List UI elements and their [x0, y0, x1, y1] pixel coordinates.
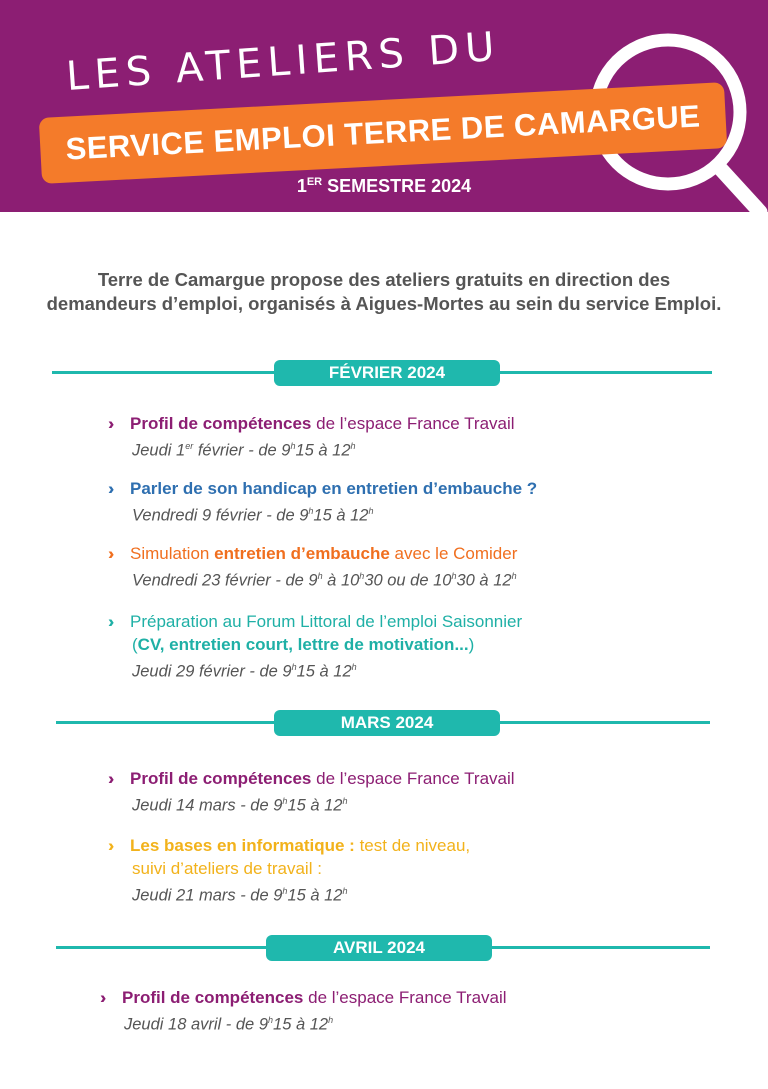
- double-chevron-icon: ››: [108, 769, 110, 788]
- event-simulation: ›› Simulation entretien d’embauche avec le Comider Vendredi 23 février - de 9$^h$ à 10$^h$30 ou de 10$^h$30 à 12$^h$: [108, 544, 518, 590]
- event-forum: ›› Préparation au Forum Littoral de l’emploi Saisonnier (CV, entretien court, lettre de motivation...) Jeudi 29 février - de 9$^h$15 à 12$^h$: [108, 612, 523, 681]
- semester-label: 1ER SEMESTRE 2024: [296, 176, 472, 196]
- title-top: LES ATELIERS DU: [64, 23, 502, 100]
- event-informatique: ›› Les bases en informatique : test de niveau, suivi d’ateliers de travail : Jeudi 21 mars - de 9$^h$15 à 12$^h$: [108, 836, 471, 905]
- event-handicap: ›› Parler de son handicap en entretien d’embauche ? Vendredi 9 février - de 9$^h$15 à 12$^h$: [108, 479, 538, 525]
- double-chevron-icon: ››: [100, 988, 102, 1007]
- double-chevron-icon: ››: [108, 612, 110, 631]
- event-profil-avril: ›› Profil de compétences de l’espace France Travail Jeudi 18 avril - de 9$^h$15 à 12$^h$: [100, 988, 507, 1034]
- intro-text: Terre de Camargue propose des ateliers gratuits en direction des demandeurs d’emploi, organisés à Aigues-Mortes au sein du service Emploi.: [46, 269, 722, 314]
- section-title-mars: MARS 2024: [274, 710, 500, 736]
- event-profil-fevrier: ›› Profil de compétences de l’espace France Travail Jeudi 1er février - de 9$^h$15 à 12$^h$: [108, 414, 515, 460]
- header-banner: [0, 0, 768, 212]
- section-title-fevrier: FÉVRIER 2024: [274, 360, 500, 386]
- event-profil-mars: ›› Profil de compétences de l’espace France Travail Jeudi 14 mars - de 9$^h$15 à 12$^h$: [108, 769, 515, 815]
- banner-text: SERVICE EMPLOI TERRE DE CAMARGUE: [64, 98, 702, 167]
- section-title-avril: AVRIL 2024: [266, 935, 492, 961]
- double-chevron-icon: ››: [108, 414, 110, 433]
- double-chevron-icon: ››: [108, 836, 110, 855]
- double-chevron-icon: ››: [108, 544, 110, 563]
- double-chevron-icon: ››: [108, 479, 110, 498]
